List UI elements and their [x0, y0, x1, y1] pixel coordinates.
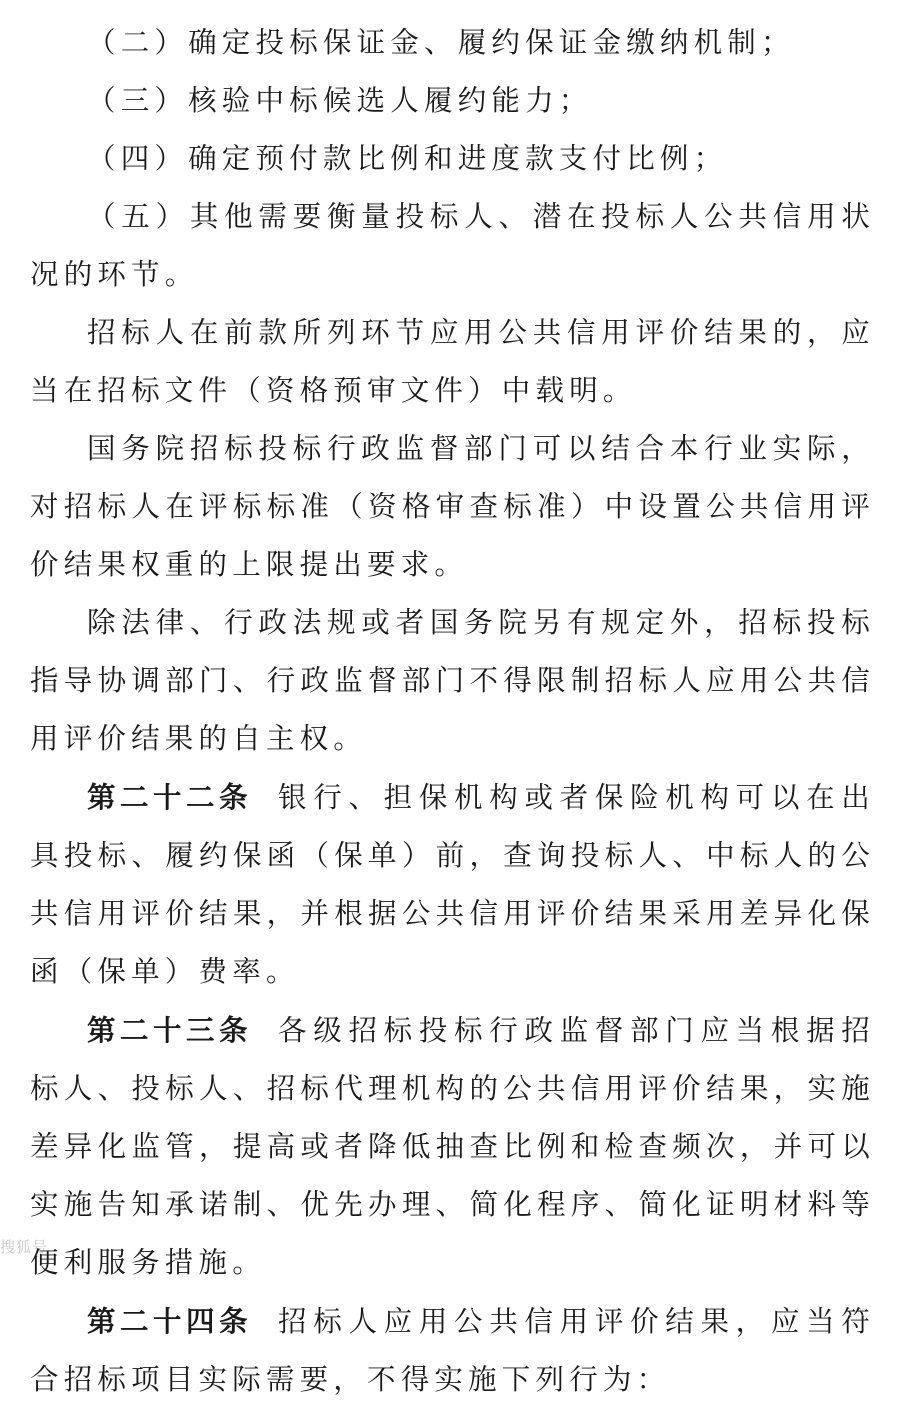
watermark: 搜狐号	[0, 1238, 49, 1256]
paragraph-weight-limit	[30, 420, 875, 594]
paragraph-item-3	[30, 72, 875, 130]
paragraph-text: （四）确定预付款比例和进度款支付比例；	[87, 142, 728, 175]
paragraph-text: 国务院招标投标行政监督部门可以结合本行业实际，对招标人在评标标准（资格审查标准）中设置公共信用评价结果权重的上限提出要求。	[30, 432, 875, 581]
article-23	[30, 1001, 875, 1292]
paragraph-text: 招标人在前款所列环节应用公共信用评价结果的，应当在招标文件（资格预审文件）中载明。	[30, 316, 875, 407]
paragraph-text: （二）确定投标保证金、履约保证金缴纳机制；	[87, 26, 795, 59]
article-text: 各级招标投标行政监督部门应当根据招标人、投标人、招标代理机构的公共信用评价结果，实施差异化监管，提高或者降低抽查比例和检查频次，并可以实施告知承诺制、优先办理、简化程序、简化证明材料等便利服务措施。	[30, 1014, 875, 1279]
paragraph-item-5	[30, 188, 875, 304]
paragraph-autonomy	[30, 594, 875, 768]
article-24	[30, 1292, 875, 1409]
paragraph-text: （三）核验中标候选人履约能力；	[87, 84, 593, 117]
paragraph-item-2	[30, 14, 875, 72]
paragraph-item-4	[30, 130, 875, 188]
article-number: 第二十二条	[87, 780, 253, 814]
article-number: 第二十四条	[87, 1304, 253, 1338]
document-page	[30, 14, 875, 1409]
article-number: 第二十三条	[87, 1013, 253, 1047]
paragraph-disclosure	[30, 304, 875, 420]
article-text: 银行、担保机构或者保险机构可以在出具投标、履约保函（保单）前，查询投标人、中标人的公共信用评价结果，并根据公共信用评价结果采用差异化保函（保单）费率。	[30, 781, 875, 988]
paragraph-text: （五）其他需要衡量投标人、潜在投标人公共信用状况的环节。	[30, 200, 875, 291]
article-text: 招标人应用公共信用评价结果，应当符合招标项目实际需要，不得实施下列行为：	[30, 1305, 875, 1396]
article-22	[30, 768, 875, 1001]
paragraph-text: 除法律、行政法规或者国务院另有规定外，招标投标指导协调部门、行政监督部门不得限制招标人应用公共信用评价结果的自主权。	[30, 606, 875, 755]
